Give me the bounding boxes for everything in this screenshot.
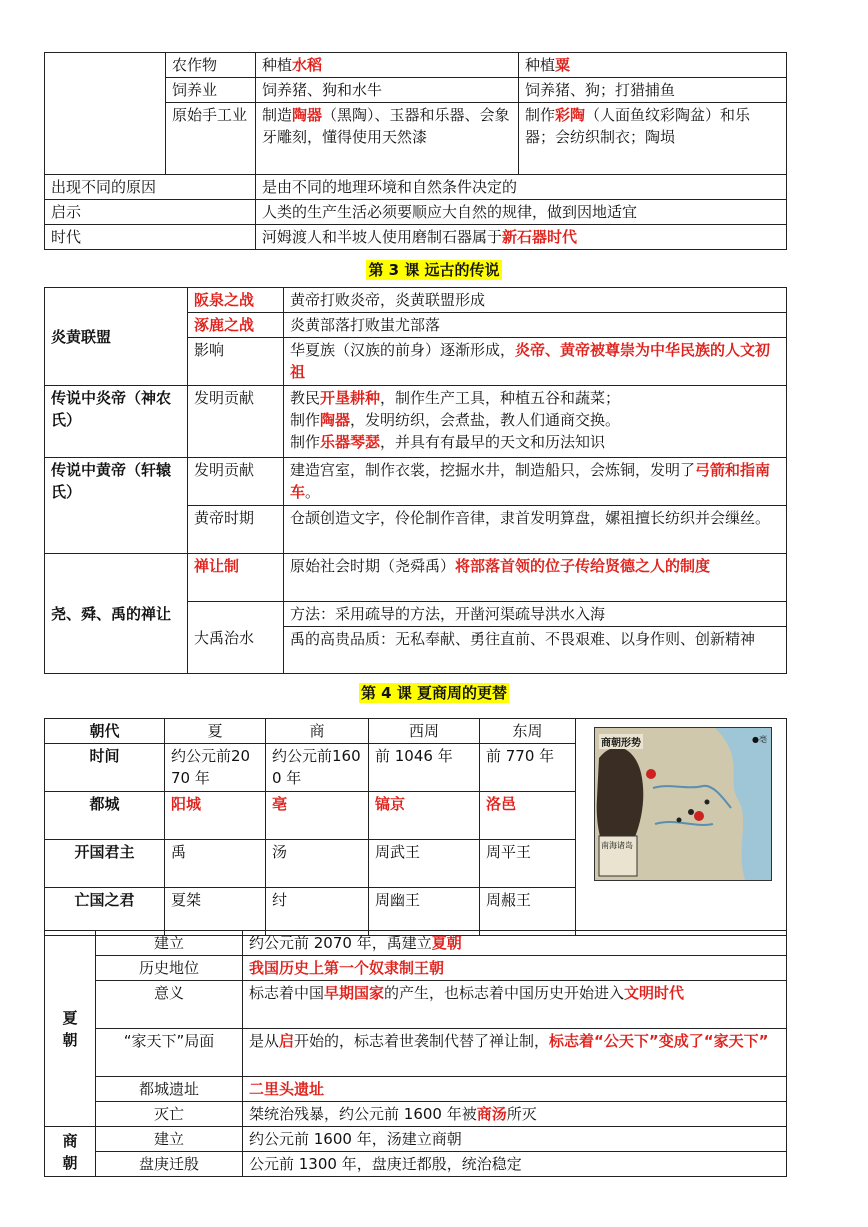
flood-text: 方法：采用疏导的方法，开凿河渠疏导洪水入海 禹的高贵品质：无私奉献、勇往直前、不畏艰难、以身作则、创新精神 xyxy=(284,602,787,674)
lesson3-title: 第 3 课 远古的传说 xyxy=(368,261,500,279)
shang-k2: 盘庚迁殷 xyxy=(96,1152,243,1177)
founder-shang: 汤 xyxy=(266,840,369,888)
crop-banpo: 种植粟 xyxy=(519,53,787,78)
shang-map-drawing xyxy=(595,728,771,880)
founder-label: 开国君主 xyxy=(45,840,165,888)
blank-cell xyxy=(45,53,166,175)
xia-k1: 建立 xyxy=(96,931,243,956)
capital-ezhou: 洛邑 xyxy=(480,792,576,840)
capital-label: 都城 xyxy=(45,792,165,840)
xia-k5: 都城遗址 xyxy=(96,1077,243,1102)
yandi-text: 教民开垦耕种，制作生产工具，种植五谷和蔬菜； 制作陶器，发明纺织，会煮盐，教人们通商交换。 制作乐器琴瑟，并具有有最早的天文和历法知识 xyxy=(284,386,787,458)
zhuolu-battle: 涿鹿之战 xyxy=(188,313,284,338)
time-wzhou: 前 1046 年 xyxy=(369,744,480,792)
neolithic-table xyxy=(44,52,787,250)
banquan-battle: 阪泉之战 xyxy=(188,288,284,313)
huangdi-key1: 发明贡献 xyxy=(188,458,284,506)
xia-k6: 灭亡 xyxy=(96,1102,243,1127)
craft-label: 原始手工业 xyxy=(166,103,256,175)
era-label: 时代 xyxy=(45,225,256,250)
header-eastern-zhou: 东周 xyxy=(480,719,576,744)
lesson3-table xyxy=(44,287,787,674)
founder-wzhou: 周武王 xyxy=(369,840,480,888)
time-xia: 约公元前2070 年 xyxy=(165,744,266,792)
shang-v2: 公元前 1300 年，盘庚迁都殷，统治稳定 xyxy=(243,1152,787,1177)
xia-label: 夏朝 xyxy=(45,931,96,1127)
header-dynasty: 朝代 xyxy=(45,719,165,744)
craft-banpo: 制作彩陶（人面鱼纹彩陶盆）和乐器；会纺织制衣；陶埙 xyxy=(519,103,787,175)
influence-label: 影响 xyxy=(188,338,284,386)
capital-xia: 阳城 xyxy=(165,792,266,840)
era-text: 河姆渡人和半坡人使用磨制石器属于新石器时代 xyxy=(256,225,787,250)
time-shang: 约公元前1600 年 xyxy=(266,744,369,792)
header-western-zhou: 西周 xyxy=(369,719,480,744)
livestock-hemudu: 饲养猪、狗和水牛 xyxy=(256,78,519,103)
huangdi-label: 传说中黄帝（轩辕氏） xyxy=(45,458,188,554)
xia-v5: 二里头遗址 xyxy=(243,1077,787,1102)
yandi-key: 发明贡献 xyxy=(188,386,284,458)
huangdi-text1: 建造宫室，制作衣裳，挖掘水井，制造船只，会炼铜，发明了弓箭和指南车。 xyxy=(284,458,787,506)
yaoshun-label: 尧、舜、禹的禅让 xyxy=(45,554,188,674)
abdication-text: 原始社会时期（尧舜禹）将部落首领的位子传给贤德之人的制度 xyxy=(284,554,787,602)
founder-xia: 禹 xyxy=(165,840,266,888)
craft-hemudu: 制造陶器（黑陶）、玉器和乐器、会象牙雕刻，懂得使用天然漆 xyxy=(256,103,519,175)
alliance-label: 炎黄联盟 xyxy=(45,288,188,386)
xia-shang-table xyxy=(44,930,787,1177)
yandi-label: 传说中炎帝（神农氏） xyxy=(45,386,188,458)
header-shang: 商 xyxy=(266,719,369,744)
zhuolu-text: 炎黄部落打败蚩尤部落 xyxy=(284,313,787,338)
huangdi-key2: 黄帝时期 xyxy=(188,506,284,554)
reason-text: 是由不同的地理环境和自然条件决定的 xyxy=(256,175,787,200)
last-ezhou: 周赧王 xyxy=(480,888,576,936)
shang-k1: 建立 xyxy=(96,1127,243,1152)
livestock-banpo: 饲养猪、狗；打猎捕鱼 xyxy=(519,78,787,103)
crop-hemudu: 种植水稻 xyxy=(256,53,519,78)
shang-v1: 约公元前 1600 年，汤建立商朝 xyxy=(243,1127,787,1152)
last-wzhou: 周幽王 xyxy=(369,888,480,936)
xia-v4: 是从启开始的，标志着世袭制代替了禅让制，标志着“公天下”变成了“家天下” xyxy=(243,1029,787,1077)
shang-map xyxy=(594,727,772,881)
livestock-label: 饲养业 xyxy=(166,78,256,103)
abdication-key: 禅让制 xyxy=(188,554,284,602)
capital-wzhou: 镐京 xyxy=(369,792,480,840)
influence-text: 华夏族（汉族的前身）逐渐形成，炎帝、黄帝被尊崇为中华民族的人文初祖 xyxy=(284,338,787,386)
founder-ezhou: 周平王 xyxy=(480,840,576,888)
flood-key: 大禹治水 xyxy=(188,602,284,674)
lesson-label: 启示 xyxy=(45,200,256,225)
header-xia: 夏 xyxy=(165,719,266,744)
huangdi-text2: 仓颉创造文字，伶伦制作音律，隶首发明算盘，嫘祖擅长纺织并会缫丝。 xyxy=(284,506,787,554)
last-shang: 纣 xyxy=(266,888,369,936)
map-title: 商朝形势 xyxy=(599,734,643,749)
map-inset-label: 南海诸岛 xyxy=(601,841,633,850)
time-label: 时间 xyxy=(45,744,165,792)
xia-v2: 我国历史上第一个奴隶制王朝 xyxy=(243,956,787,981)
shang-label: 商朝 xyxy=(45,1127,96,1177)
xia-k3: 意义 xyxy=(96,981,243,1029)
lesson-text: 人类的生产生活必须要顺应大自然的规律，做到因地适宜 xyxy=(256,200,787,225)
time-ezhou: 前 770 年 xyxy=(480,744,576,792)
xia-k2: 历史地位 xyxy=(96,956,243,981)
xia-v6: 桀统治残暴，约公元前 1600 年被商汤所灭 xyxy=(243,1102,787,1127)
last-xia: 夏桀 xyxy=(165,888,266,936)
crop-label: 农作物 xyxy=(166,53,256,78)
banquan-text: 黄帝打败炎帝，炎黄联盟形成 xyxy=(284,288,787,313)
xia-v3: 标志着中国早期国家的产生，也标志着中国历史开始进入文明时代 xyxy=(243,981,787,1029)
last-ruler-label: 亡国之君 xyxy=(45,888,165,936)
xia-k4: “家天下”局面 xyxy=(96,1029,243,1077)
xia-v1: 约公元前 2070 年，禹建立夏朝 xyxy=(243,931,787,956)
map-legend: ●亳 xyxy=(752,735,767,744)
capital-shang: 亳 xyxy=(266,792,369,840)
lesson4-title: 第 4 课 夏商周的更替 xyxy=(360,684,508,702)
reason-label: 出现不同的原因 xyxy=(45,175,256,200)
